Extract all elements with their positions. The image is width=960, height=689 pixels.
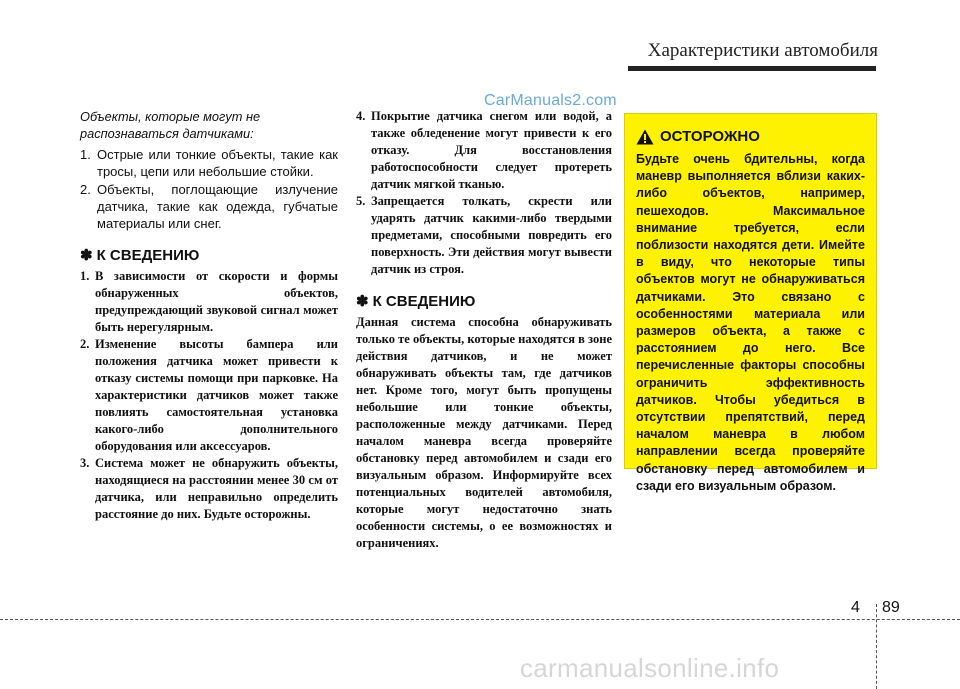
warning-box [624, 113, 877, 493]
column-middle [356, 108, 612, 552]
warning-title: ОСТОРОЖНО [636, 128, 865, 145]
list-item: 3. Система может не обнаружить объекты, находящиеся на расстоянии менее 30 см от датчика, или неправильно определить расстояние до них. Будьте осторожны. [80, 456, 338, 521]
notice-heading: ✽ К СВЕДЕНИЮ [356, 293, 476, 310]
chapter-number: 4 [851, 599, 860, 616]
notice-paragraph: Данная система способна обнаруживать только те объекты, которые находятся в зоне действия датчиков, и не может обнаруживать объекты там, где датчиков нет. Кроме того, могут быть пропущены небольшие или тонкие объекты, расположенные между датчиками. Перед началом маневра всегда проверяйте обстановку перед автомобилем и сзади его визуальным образом. Информируйте всех потенциальных водителей автомобиля, которые могут недостаточно знать особенности системы, о ее возможностях и ограничениях. [356, 315, 612, 550]
star-icon: ✽ [80, 247, 93, 264]
watermark-carmanuals: CarManuals2.com [484, 92, 617, 109]
list-item: 5. Запрещается толкать, скрести или ударять датчик какими-либо твердыми предметами, способными повредить его поверхность. Эти действия могут вывести датчик из строя. [356, 194, 612, 276]
footer-vertical-divider [876, 604, 877, 689]
list-item: 4. Покрытие датчика снегом или водой, а также обледенение могут привести к его отказу. Для восстановления работоспособности следует протереть датчик мягкой тканью. [356, 109, 612, 191]
column-left [80, 108, 338, 523]
page-number: 89 [882, 599, 900, 616]
list-item: 2. Изменение высоты бампера или положения датчика может привести к отказу системы помощи при парковке. На характеристики датчиков может также повлиять самостоятельная установка какого-либо дополнительного оборудования или аксессуаров. [80, 337, 338, 453]
footer-divider [0, 619, 960, 620]
list-item: 2. Объекты, поглощающие излучение датчика, такие как одежда, губчатые материалы или снег. [80, 182, 338, 231]
list-item: 1. Острые или тонкие объекты, такие как тросы, цепи или небольшие стойки. [80, 147, 338, 179]
header-rule [628, 66, 876, 71]
star-icon: ✽ [356, 293, 369, 310]
list-item: 1. В зависимости от скорости и формы обнаруженных объектов, предупреждающий звуковой сигнал может быть нерегулярным. [80, 269, 338, 334]
warning-triangle-icon [636, 129, 654, 145]
watermark-carmanualsonline: carmanualsonline.info [520, 653, 780, 683]
page-header-title: Характеристики автомобиля [647, 40, 878, 61]
notice-heading: ✽ К СВЕДЕНИЮ [80, 247, 200, 264]
warning-text: Будьте очень бдительны, когда маневр выполняется вблизи каких-либо объектов, например, пешеходов. Максимальное внимание требуется, если поблизости находятся дети. Имейте в виду, что некоторые типы объектов могут не обнаруживаться датчиками. Это связано с особенностями материала или размеров объекта, а также с расстоянием до него. Все перечисленные факторы способны ограничить эффективность датчиков. Чтобы убедиться в отсутствии препятствий, перед началом маневра в любом направлении всегда проверяйте обстановку перед автомобилем и сзади его визуальным образом. [636, 152, 865, 493]
intro-title: Объекты, которые могут не распознаваться датчиками: [80, 109, 261, 141]
